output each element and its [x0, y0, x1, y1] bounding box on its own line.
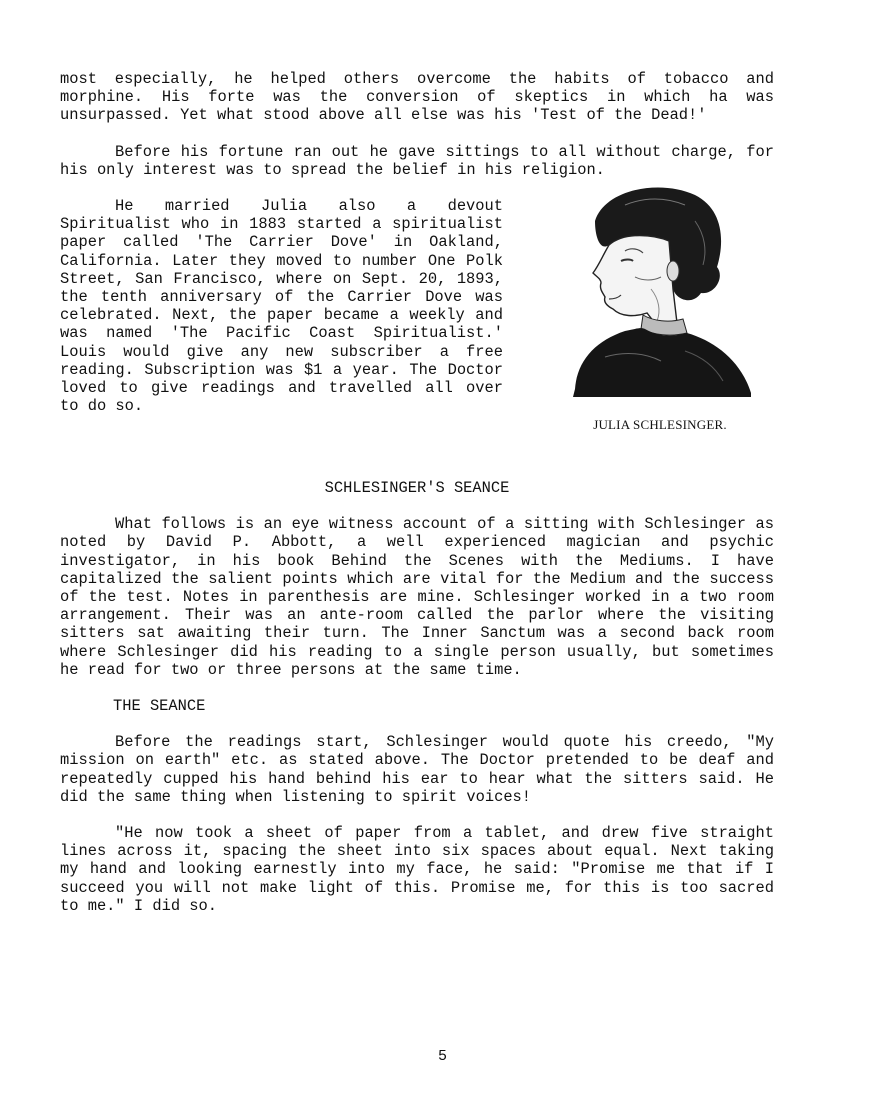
- julia-portrait-image: [565, 181, 755, 403]
- paragraph-sheet-of-paper: "He now took a sheet of paper from a tablet, and drew five straight lines across it, spacing the sheet into six spaces about equal. Next taking my hand and looking earnestly into my face, he said: "Promise me that if I succeed you will not make light of this. Promise me, for this is too sacred to me." I did so.: [60, 824, 774, 915]
- subsection-heading: THE SEANCE: [113, 697, 206, 716]
- page-number: 5: [437, 1048, 447, 1065]
- figure-caption: JULIA SCHLESINGER.: [593, 417, 727, 433]
- document-page: [60, 70, 774, 915]
- paragraph-tobacco: most especially, he helped others overcome the habits of tobacco and morphine. His forte was the conversion of skeptics in which ha was unsurpassed. Yet what stood above all else was his 'Test of the Dead!': [60, 70, 774, 125]
- paragraph-readings: Before the readings start, Schlesinger would quote his creedo, "My mission on earth" etc. as stated above. The Doctor pretended to be deaf and repeatedly cupped his hand behind his ear to hear what the sitters said. He did the same thing when listening to spirit voices!: [60, 733, 774, 806]
- julia-section: [60, 197, 774, 451]
- paragraph-sittings: Before his fortune ran out he gave sittings to all without charge, for his only interest was to spread the belief in his religion.: [60, 142, 774, 179]
- section-heading: SCHLESINGER'S SEANCE: [324, 479, 510, 498]
- julia-portrait-figure: [565, 181, 755, 433]
- paragraph-julia: He married Julia also a devout Spiritualist who in 1883 started a spiritualist paper called 'The Carrier Dove' in Oakland, California. Later they moved to number One Polk Street, San Francisco, where on Sept. 20, 1893, the tenth anniversary of the Carrier Dove was celebrated. Next, the paper became a weekly and was named 'The Pacific Coast Spiritualist.' Louis would give any new subscriber a free reading. Subscription was $1 a year. The Doctor loved to give readings and travelled all over to do so.: [60, 197, 503, 416]
- paragraph-eyewitness: What follows is an eye witness account of a sitting with Schlesinger as noted by David P. Abbott, a well experienced magician and psychic investigator, in his book Behind the Scenes with the Mediums. I have capitalized the salient points which are vital for the Medium and the success of the test. Notes in parenthesis are mine. Schlesinger worked in a two room arrangement. Their was an ante-room called the parlor where the visiting sitters sat awaiting their turn. The Inner Sanctum was a second back room where Schlesinger did his reading to a single person usually, but sometimes he read for two or three persons at the same time.: [60, 515, 774, 679]
